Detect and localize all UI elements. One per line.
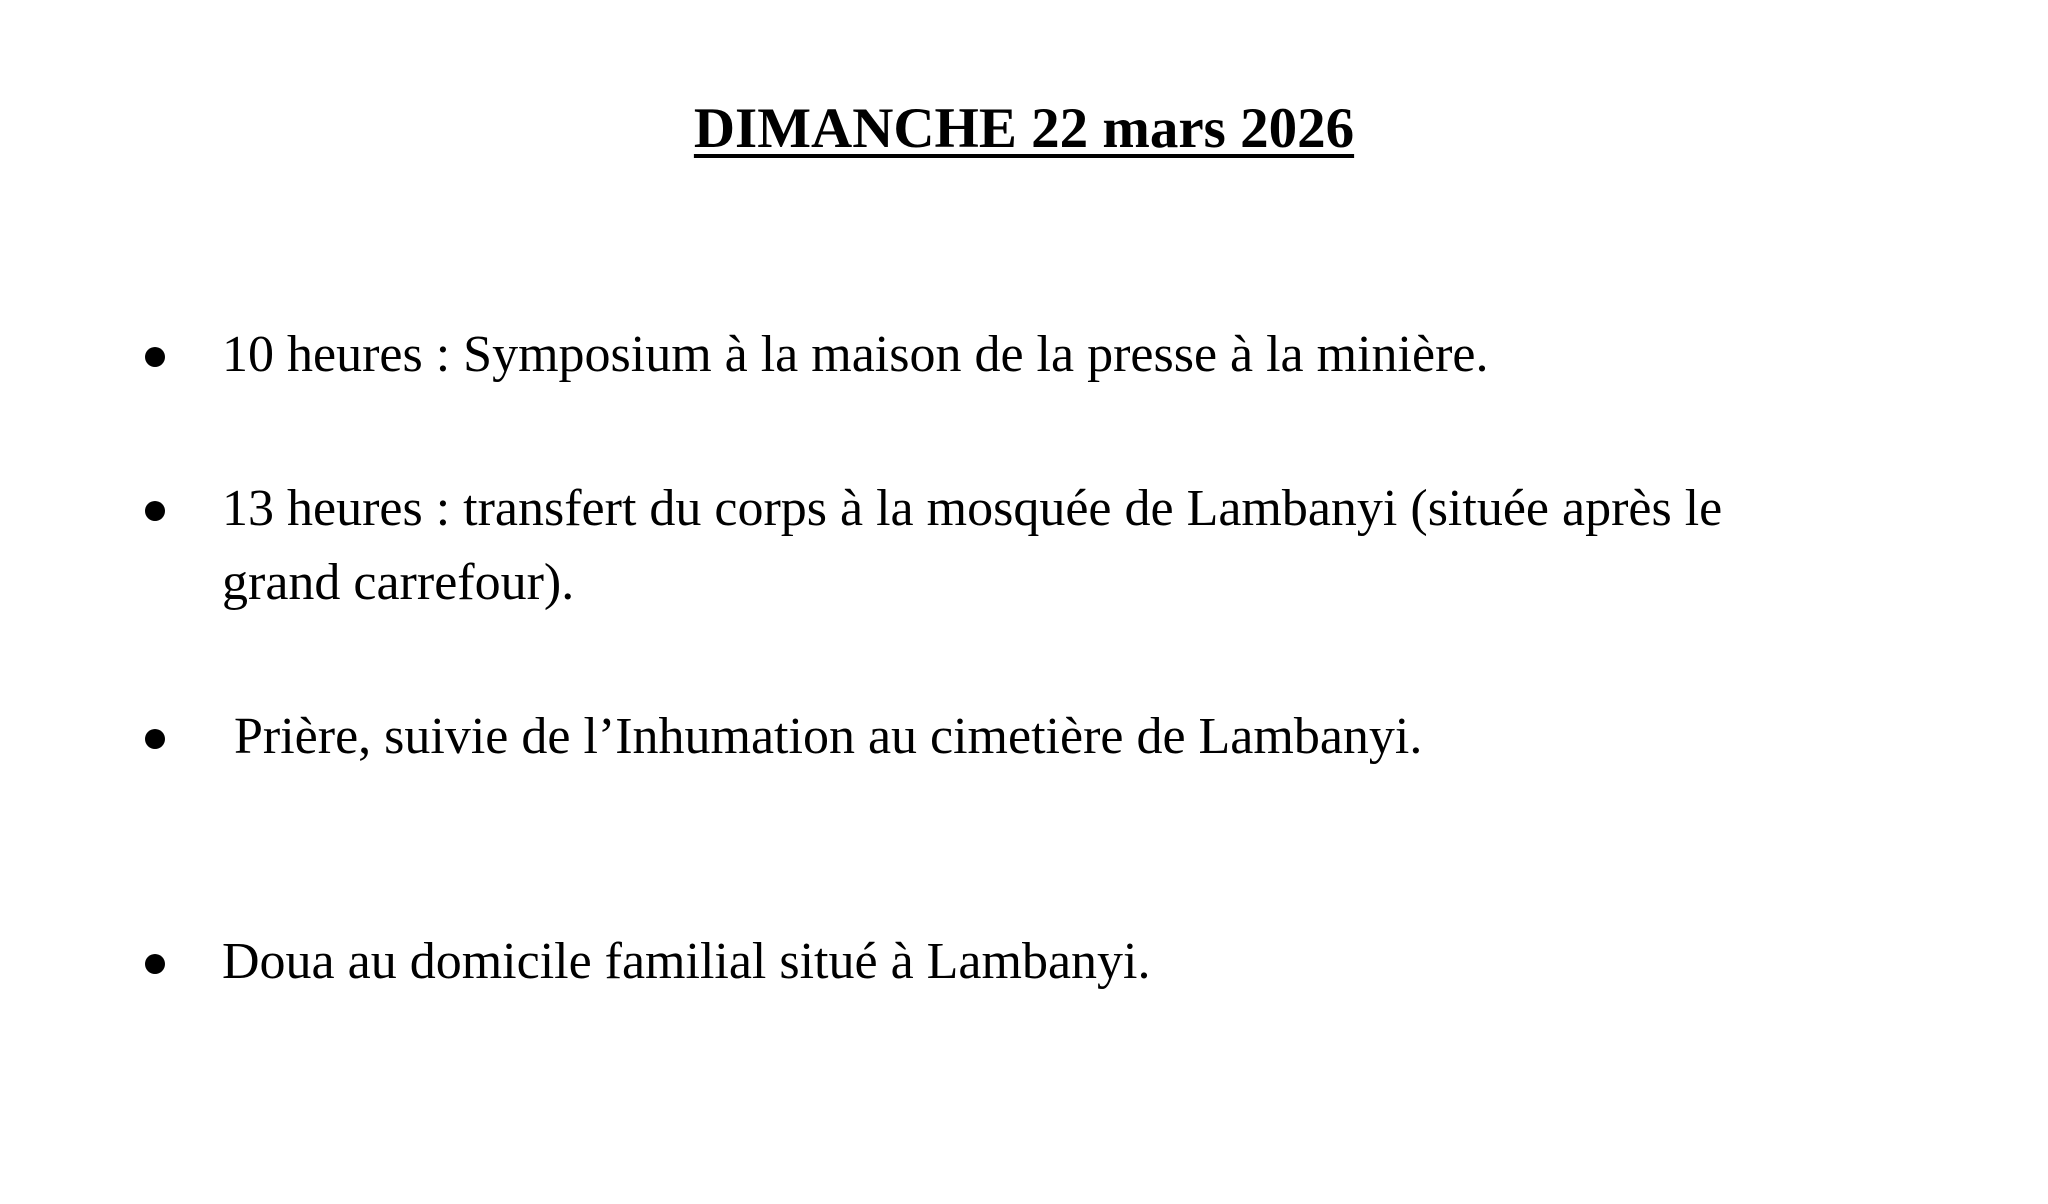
bullet-icon xyxy=(145,729,165,749)
list-item-text: Prière, suivie de l’Inhumation au cimetière de Lambanyi. xyxy=(234,708,1423,765)
list-item-text: Doua au domicile familial situé à Lambanyi. xyxy=(222,933,1151,990)
bullet-icon xyxy=(145,501,165,521)
document-title xyxy=(0,97,2048,160)
list-item-text xyxy=(222,472,1982,620)
document-title-text: DIMANCHE 22 mars 2026 xyxy=(693,97,1355,160)
bullet-icon xyxy=(145,954,165,974)
list-item-line: 13 heures : transfert du corps à la mosquée de Lambanyi (située après le xyxy=(222,480,1723,537)
list-item-text: 10 heures : Symposium à la maison de la presse à la minière. xyxy=(222,326,1489,383)
list-item-line: grand carrefour). xyxy=(222,554,575,611)
bullet-icon xyxy=(145,347,165,367)
